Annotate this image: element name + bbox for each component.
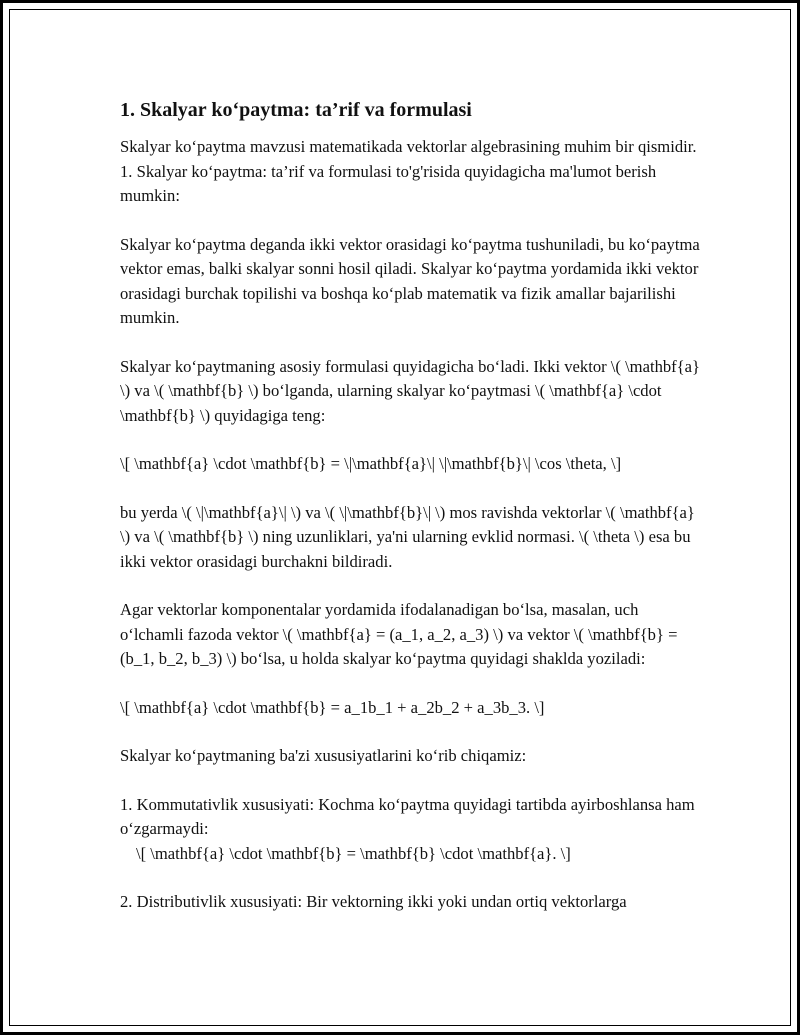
paragraph-components: Agar vektorlar komponentalar yordamida ifodalanadigan bo‘lsa, masalan, uch o‘lchamli fazoda vektor \( \mathbf{a} = (a_1, a_2, a_3) \) va vektor \( \mathbf{b} = (b_1, b_2, b_3) \) bo‘lsa, u holda skalyar ko‘paytma quyidagi shaklda yoziladi:: [120, 600, 678, 668]
property-distributive: 2. Distributivlik xususiyati: Bir vektorning ikki yoki undan ortiq vektorlarga: [120, 892, 627, 911]
formula-components: \[ \mathbf{a} \cdot \mathbf{b} = a_1b_1 + a_2b_2 + a_3b_3. \]: [120, 697, 545, 717]
paragraph-properties-intro: Skalyar ko‘paytmaning ba'zi xususiyatlarini ko‘rib chiqamiz:: [120, 746, 527, 765]
paragraph-intro: Skalyar ko‘paytma mavzusi matematikada vektorlar algebrasining muhim bir qismidir. 1. Skalyar ko‘paytma: ta’rif va formulasi to'g'risida quyidagicha ma'lumot berish mumkin:: [120, 137, 697, 205]
paragraph-definition: Skalyar ko‘paytma deganda ikki vektor orasidagi ko‘paytma tushuniladi, bu ko‘paytma vektor emas, balki skalyar sonni hosil qiladi. Skalyar ko‘paytma yordamida ikki vektor orasidagi burchak topilishi va boshqa ko‘plab matematik va fizik amallar bajarilishi mumkin.: [120, 234, 700, 327]
document-body: [120, 95, 700, 915]
paragraph-norm-explanation: bu yerda \( \|\mathbf{a}\| \) va \( \|\mathbf{b}\| \) mos ravishda vektorlar \( \mathbf{a} \) va \( \mathbf{b} \) ning uzunliklari, ya'ni ularning evklid normasi. \( \theta \) esa bu ikki vektor orasidagi burchakni bildiradi.: [120, 502, 695, 571]
formula-commutative: \[ \mathbf{a} \cdot \mathbf{b} = \mathbf{b} \cdot \mathbf{a}. \]: [136, 843, 571, 863]
property-commutative: 1. Kommutativlik xususiyati: Kochma ko‘paytma quyidagi tartibda ayirboshlansa ham o‘zgarmaydi:: [120, 794, 695, 838]
formula-cosine: \[ \mathbf{a} \cdot \mathbf{b} = \|\mathbf{a}\| \|\mathbf{b}\| \cos \theta, \]: [120, 454, 622, 473]
paragraph-formula-intro: Skalyar ko‘paytmaning asosiy formulasi quyidagicha bo‘ladi. Ikki vektor \( \mathbf{a} \) va \( \mathbf{b} \) bo‘lganda, ularning skalyar ko‘paytmasi \( \mathbf{a} \cdot \mathbf{b} \) quyidagiga teng:: [120, 356, 700, 425]
section-heading: 1. Skalyar ko‘paytma: ta’rif va formulasi: [120, 99, 472, 121]
